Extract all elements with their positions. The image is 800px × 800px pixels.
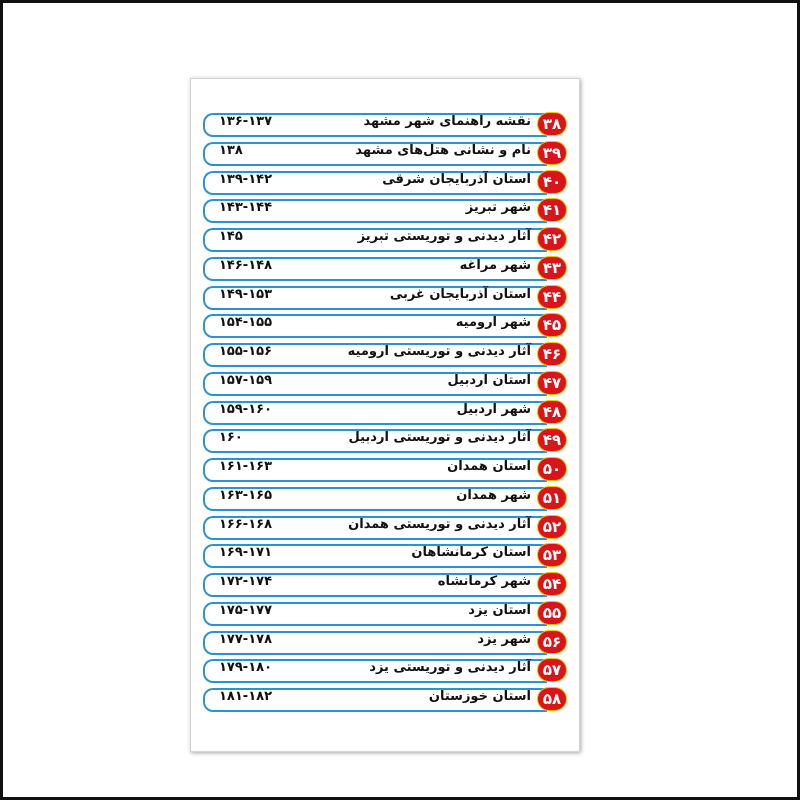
entry-title: شهر تبریز (465, 200, 531, 216)
toc-entry (203, 602, 563, 624)
entry-page-range: ۱۶۰ (219, 430, 243, 446)
entry-title: آثار دیدنی و توریستی ارومیه (347, 344, 531, 359)
entry-title: شهر اردبیل (456, 401, 531, 417)
chapter-number-badge: ۴۸ (537, 400, 567, 424)
toc-entry (203, 257, 563, 279)
toc-entry (203, 688, 563, 710)
toc-entry (203, 458, 563, 480)
entry-page-range: ۱۸۱-۱۸۲ (219, 689, 273, 704)
entry-title: آثار دیدنی و توریستی اردبیل (348, 430, 531, 446)
entry-title: استان آذربایجان غربی (389, 286, 531, 302)
toc-entry (203, 142, 563, 164)
chapter-number-badge: ۴۳ (537, 256, 567, 280)
chapter-number-badge: ۴۰ (537, 170, 567, 194)
entry-page-range: ۱۷۷-۱۷۸ (219, 631, 273, 647)
entry-title: نام و نشانی هتل‌های مشهد (355, 142, 531, 158)
entry-title: استان کرمانشاهان (411, 545, 531, 561)
chapter-number-badge: ۵۷ (537, 658, 567, 682)
entry-page-range: ۱۴۵ (219, 229, 243, 244)
toc-entry (203, 314, 563, 336)
chapter-number-badge: ۴۲ (537, 227, 567, 251)
entry-page-range: ۱۴۳-۱۴۴ (219, 200, 273, 216)
chapter-number-badge: ۵۰ (537, 457, 567, 481)
entry-title: شهر ارومیه (455, 315, 531, 331)
toc-entry (203, 286, 563, 308)
entry-page-range: ۱۴۹-۱۵۳ (219, 286, 273, 302)
table-of-contents (203, 113, 563, 717)
toc-entry (203, 228, 563, 250)
chapter-number-badge: ۵۶ (537, 630, 567, 654)
toc-entry (203, 401, 563, 423)
entry-page-range: ۱۶۳-۱۶۵ (219, 487, 273, 503)
entry-title: شهر یزد (477, 631, 531, 647)
toc-entry (203, 343, 563, 365)
entry-title: نقشه راهنمای شهر مشهد (363, 114, 531, 129)
toc-entry (203, 372, 563, 394)
entry-page-range: ۱۳۸ (219, 142, 243, 158)
toc-entry (203, 516, 563, 538)
toc-entry (203, 199, 563, 221)
entry-page-range: ۱۳۹-۱۴۲ (219, 171, 273, 187)
entry-title: استان همدان (447, 459, 531, 474)
chapter-number-badge: ۴۴ (537, 285, 567, 309)
entry-title: استان اردبیل (447, 372, 531, 388)
entry-title: شهر کرمانشاه (437, 574, 531, 589)
chapter-number-badge: ۴۹ (537, 428, 567, 452)
toc-entry (203, 487, 563, 509)
entry-page-range: ۱۷۹-۱۸۰ (219, 660, 273, 676)
entry-title: استان خوزستان (428, 689, 531, 704)
entry-title: استان یزد (468, 602, 531, 618)
toc-entry (203, 631, 563, 653)
entry-page-range: ۱۷۲-۱۷۴ (219, 574, 273, 589)
entry-page-range: ۱۶۶-۱۶۸ (219, 516, 273, 532)
entry-title: شهر همدان (456, 487, 531, 503)
entry-title: استان آذربایجان شرقی (382, 171, 531, 187)
entry-title: آثار دیدنی و توریستی همدان (348, 516, 531, 532)
toc-entry (203, 573, 563, 595)
entry-page-range: ۱۵۹-۱۶۰ (219, 401, 273, 417)
chapter-number-badge: ۵۳ (537, 543, 567, 567)
toc-entry (203, 171, 563, 193)
book-page (190, 78, 580, 752)
entry-page-range: ۱۵۵-۱۵۶ (219, 344, 273, 359)
entry-page-range: ۱۵۷-۱۵۹ (219, 372, 273, 388)
entry-page-range: ۱۶۱-۱۶۳ (219, 459, 273, 474)
entry-title: آثار دیدنی و توریستی تبریز (357, 229, 531, 244)
entry-title: آثار دیدنی و توریستی یزد (369, 660, 531, 676)
toc-entry (203, 113, 563, 135)
chapter-number-badge: ۴۱ (537, 198, 567, 222)
entry-page-range: ۱۵۴-۱۵۵ (219, 315, 273, 331)
toc-entry (203, 544, 563, 566)
chapter-number-badge: ۵۲ (537, 515, 567, 539)
entry-page-range: ۱۴۶-۱۴۸ (219, 257, 273, 273)
chapter-number-badge: ۵۱ (537, 486, 567, 510)
chapter-number-badge: ۳۹ (537, 141, 567, 165)
toc-entry (203, 659, 563, 681)
chapter-number-badge: ۴۷ (537, 371, 567, 395)
chapter-number-badge: ۵۵ (537, 601, 567, 625)
chapter-number-badge: ۴۵ (537, 313, 567, 337)
chapter-number-badge: ۵۴ (537, 572, 567, 596)
entry-page-range: ۱۶۹-۱۷۱ (219, 545, 273, 561)
chapter-number-badge: ۳۸ (537, 112, 567, 136)
entry-title: شهر مراغه (459, 257, 531, 273)
entry-page-range: ۱۷۵-۱۷۷ (219, 602, 273, 618)
chapter-number-badge: ۵۸ (537, 687, 567, 711)
toc-entry (203, 429, 563, 451)
entry-page-range: ۱۳۶-۱۳۷ (219, 114, 273, 129)
chapter-number-badge: ۴۶ (537, 342, 567, 366)
